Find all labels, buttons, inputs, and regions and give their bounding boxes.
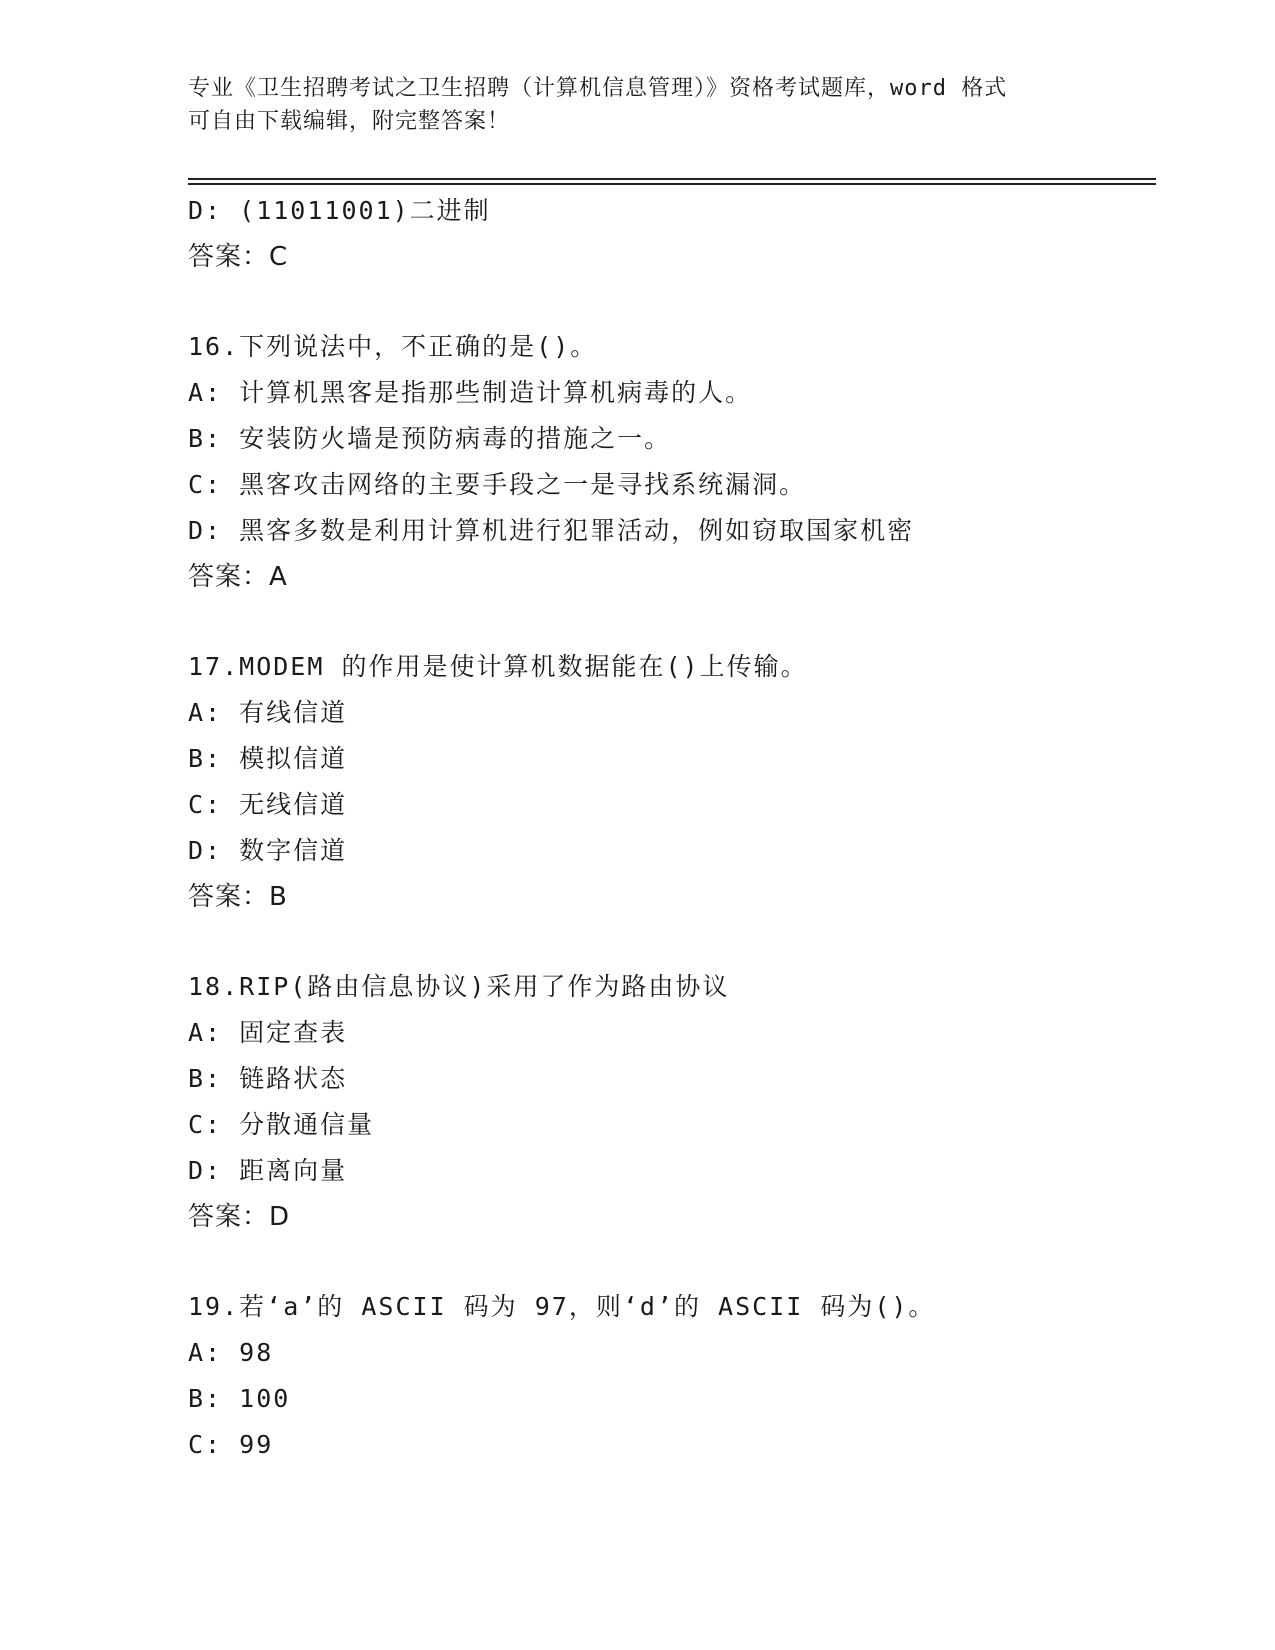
option-b: B: 链路状态 bbox=[188, 1064, 348, 1093]
option-d: D: (11011001)二进制 bbox=[188, 196, 491, 225]
answer-text: 答案：D bbox=[188, 1202, 291, 1232]
question-stem: 18.RIP(路由信息协议)采用了作为路由协议 bbox=[188, 972, 730, 1001]
option-a: A: 计算机黑客是指那些制造计算机病毒的人。 bbox=[188, 378, 753, 407]
header-title-line-1: 专业《卫生招聘考试之卫生招聘（计算机信息管理）》资格考试题库，word 格式 bbox=[188, 76, 1008, 101]
option-c: C: 99 bbox=[188, 1430, 274, 1459]
option-a: A: 98 bbox=[188, 1338, 274, 1367]
answer-text: 答案：A bbox=[188, 562, 288, 592]
document-header bbox=[188, 72, 1088, 138]
header-divider-bottom bbox=[188, 183, 1156, 185]
question-stem: 17.MODEM 的作用是使计算机数据能在()上传输。 bbox=[188, 652, 808, 681]
option-d: D: 黑客多数是利用计算机进行犯罪活动，例如窃取国家机密 bbox=[188, 516, 915, 545]
option-a: A: 固定查表 bbox=[188, 1018, 348, 1047]
option-a: A: 有线信道 bbox=[188, 698, 348, 727]
question-19 bbox=[188, 1284, 1156, 1468]
header-title-line-2: 可自由下载编辑，附完整答案！ bbox=[188, 109, 511, 134]
option-d: D: 距离向量 bbox=[188, 1156, 348, 1185]
option-d: D: 数字信道 bbox=[188, 836, 348, 865]
spacer bbox=[188, 1240, 1156, 1284]
option-c: C: 无线信道 bbox=[188, 790, 348, 819]
question-stem: 16.下列说法中，不正确的是()。 bbox=[188, 332, 598, 361]
question-17 bbox=[188, 644, 1156, 920]
question-list bbox=[188, 188, 1156, 1468]
spacer bbox=[188, 280, 1156, 324]
question-stem: 19.若‘a’的 ASCII 码为 97，则‘d’的 ASCII 码为()。 bbox=[188, 1292, 936, 1321]
answer-text: 答案：B bbox=[188, 882, 288, 912]
question-16 bbox=[188, 324, 1156, 600]
header-divider-top bbox=[188, 178, 1156, 180]
option-c: C: 分散通信量 bbox=[188, 1110, 375, 1139]
answer-text: 答案：C bbox=[188, 242, 289, 272]
question-18 bbox=[188, 964, 1156, 1240]
spacer bbox=[188, 600, 1156, 644]
option-c: C: 黑客攻击网络的主要手段之一是寻找系统漏洞。 bbox=[188, 470, 807, 499]
option-b: B: 100 bbox=[188, 1384, 291, 1413]
spacer bbox=[188, 920, 1156, 964]
option-b: B: 模拟信道 bbox=[188, 744, 348, 773]
question-15-tail bbox=[188, 188, 1156, 280]
option-b: B: 安装防火墙是预防病毒的措施之一。 bbox=[188, 424, 672, 453]
